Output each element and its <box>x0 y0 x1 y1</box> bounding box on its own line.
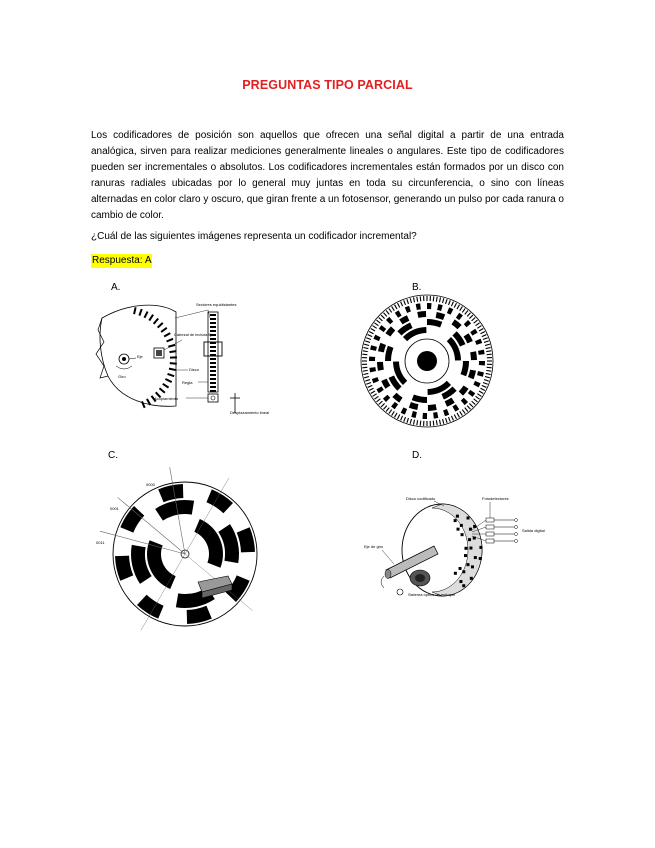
scale-tick <box>210 386 216 388</box>
scale-tick <box>210 366 216 368</box>
scale-tick <box>210 362 216 364</box>
figure-d-label-disco: Disco codificado <box>406 496 436 501</box>
figure-a-label-acoplamiento: Acoplamiento <box>154 396 179 401</box>
figure-d-label-sistema: Sistema óptico de enfoque <box>408 592 456 597</box>
outer-tick <box>420 296 421 301</box>
disc-hole <box>457 528 460 531</box>
scale-tick <box>210 314 216 316</box>
scale-tick <box>210 326 216 328</box>
scale-tick <box>210 374 216 376</box>
option-d-label: D. <box>412 450 422 461</box>
intro-paragraph: Los codificadores de posición son aquellos que ofrecen una señal digital a partir de una entrada analógica, sirven para realizar mediciones generalmente lineales o angulares. Este tipo de codificadores pueden ser incrementales o absolutos. Los codificadores incrementales están formados por un disco con ranuras radiales ubicadas por lo general muy juntas en toda su circunferencia, o sino con líneas alternadas en color claro y oscuro, que giran frente a un fotosensor, generando un pulso por cada ranura o cambio de color. <box>91 130 564 221</box>
output-terminal <box>515 540 518 543</box>
figure-a-label-cabezal: Cabezal de lectura fijo <box>174 332 214 337</box>
option-b-label: B. <box>412 282 422 293</box>
outer-tick <box>487 354 492 355</box>
outer-tick <box>486 351 491 352</box>
scale-tick <box>210 322 216 324</box>
code-segment <box>470 351 477 360</box>
disc-hole <box>459 580 462 583</box>
disc-hole <box>467 516 470 519</box>
code-segment <box>428 404 437 411</box>
outer-tick <box>486 370 491 371</box>
code-segment <box>479 361 485 366</box>
outer-tick <box>417 420 418 425</box>
disc-hole <box>470 577 473 580</box>
figure-a-label-desplazamiento: Desplazamiento lineal <box>230 410 270 415</box>
disc-hole <box>454 519 457 522</box>
figure-a-label-disco: Disco <box>189 367 200 372</box>
figure-d-label-eje: Eje de giro <box>364 544 384 549</box>
outer-tick <box>433 421 434 426</box>
scale-tick <box>210 338 216 340</box>
disc-slot <box>170 363 177 364</box>
code-segment <box>377 362 384 371</box>
outer-tick <box>362 367 367 368</box>
disc-hole <box>461 533 464 536</box>
photodetector <box>486 518 494 522</box>
figure-a-label-sectores: Sectores equidistantes <box>196 302 237 307</box>
figure-a-incremental-encoder <box>90 296 275 424</box>
figure-d-label-salida: Salida digital <box>522 528 545 533</box>
hub <box>417 351 437 371</box>
disc-hole <box>468 538 471 541</box>
scale-tick <box>210 378 216 380</box>
figure-a-label-regla: Regla <box>182 380 193 385</box>
disc-hole <box>454 572 457 575</box>
outer-tick <box>436 297 437 302</box>
photodetector <box>486 532 494 536</box>
scale-tick <box>210 390 216 392</box>
outer-tick <box>420 421 421 426</box>
answer-text: Respuesta: A <box>92 255 152 266</box>
page-title: PREGUNTAS TIPO PARCIAL <box>242 78 413 92</box>
code-segment <box>369 356 375 361</box>
code-segment <box>417 311 426 318</box>
disc-hole <box>479 557 482 560</box>
disc-hole <box>474 556 477 559</box>
disc-hole <box>466 563 469 566</box>
disc-hole <box>469 547 472 550</box>
photodetector <box>486 525 494 529</box>
output-terminal <box>515 519 518 522</box>
code-segment <box>422 413 427 419</box>
disc-hole <box>464 554 467 557</box>
coded-disc <box>361 295 493 427</box>
figure-b-absolute-disc <box>360 294 495 429</box>
code-segment <box>427 303 432 309</box>
scale-tick <box>210 350 216 352</box>
disc-hole <box>460 524 463 527</box>
figure-c-label-0011: 0011 <box>96 540 105 545</box>
outer-tick <box>363 351 368 352</box>
scale-tick <box>210 358 216 360</box>
scale-tick <box>210 382 216 384</box>
output-terminal <box>515 533 518 536</box>
scale-tick <box>210 370 216 372</box>
figure-c-label-0000: 0000 <box>146 482 155 487</box>
output-terminal <box>515 526 518 529</box>
outer-tick <box>362 354 367 355</box>
figure-c-gray-code-disc <box>90 472 260 632</box>
disc-hole <box>462 584 465 587</box>
figure-d-optical-encoder <box>364 492 544 607</box>
scale-tick <box>210 318 216 320</box>
option-c-label: C. <box>108 450 118 461</box>
outer-tick <box>363 370 368 371</box>
gray-code-rings <box>100 467 257 630</box>
disc-hole <box>462 570 465 573</box>
disc-hole <box>456 515 459 518</box>
disc-hole <box>469 528 472 531</box>
figure-c-label-0001: 0001 <box>110 506 119 511</box>
figure-d-label-fotodetectores: Fotodetectores <box>482 496 509 501</box>
disc-hole <box>479 546 482 549</box>
scale-tick <box>210 346 216 348</box>
figure-a-label-eje: Eje <box>137 354 143 359</box>
question-text: ¿Cuál de las siguientes imágenes representa un codificador incremental? <box>91 231 417 242</box>
disc-slot <box>169 351 176 352</box>
disc-hole <box>459 567 462 570</box>
photodetector <box>486 539 494 543</box>
disc-hole <box>471 565 474 568</box>
option-a-label: A. <box>111 282 121 293</box>
outer-tick <box>487 367 492 368</box>
outer-tick <box>433 296 434 301</box>
outer-tick <box>417 297 418 302</box>
disc-hole <box>464 547 467 550</box>
outer-tick <box>436 420 437 425</box>
figure-a-label-giro: Giro <box>118 374 126 379</box>
